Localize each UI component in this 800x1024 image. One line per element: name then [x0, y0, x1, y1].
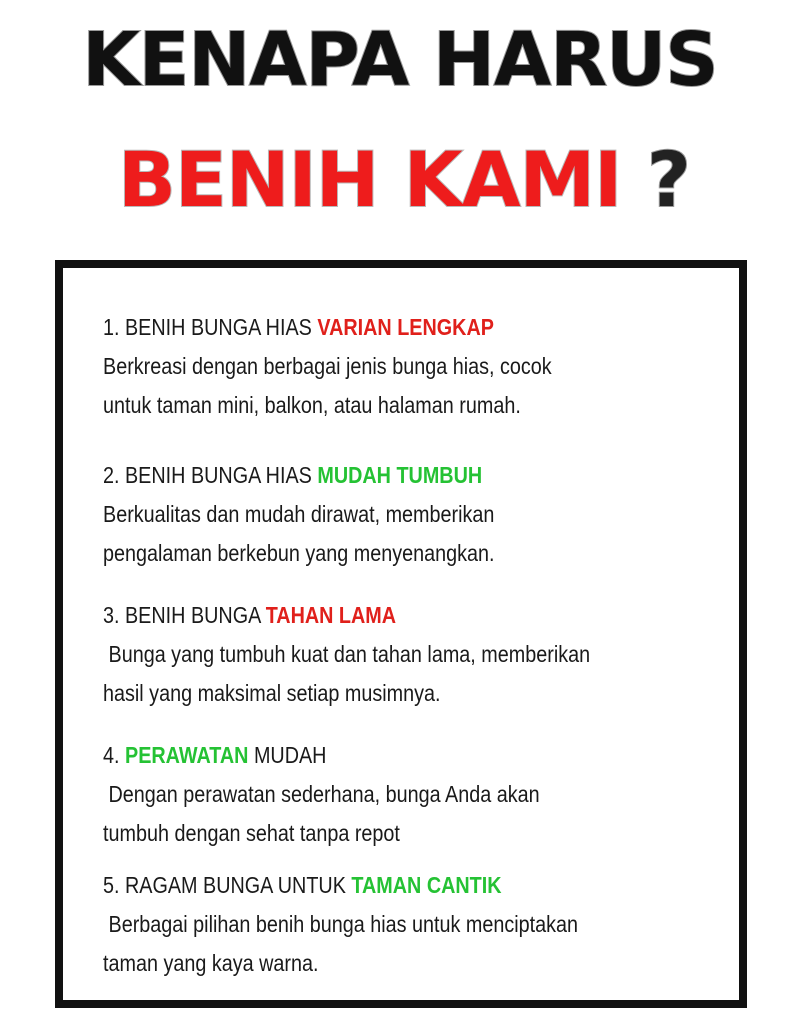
benefit-item-5 [103, 866, 703, 983]
benefit-title [103, 308, 703, 347]
benefit-item-1 [103, 308, 703, 425]
headline-brand-text: BENIH KAMI [118, 135, 622, 224]
benefit-description-line-1: Dengan perawatan sederhana, bunga Anda akan [103, 781, 540, 807]
benefit-item-4 [103, 736, 703, 853]
benefit-description-line-1: Berkreasi dengan berbagai jenis bunga hias, cocok [103, 353, 552, 379]
benefit-title-accent: PERAWATAN [124, 742, 249, 768]
benefit-description-line-2: pengalaman berkebun yang menyenangkan. [103, 540, 495, 566]
benefits-card [55, 260, 747, 1008]
benefit-title-prefix: 4. [103, 742, 125, 768]
benefit-description-line-1: Bunga yang tumbuh kuat dan tahan lama, memberikan [103, 641, 591, 667]
benefit-title-prefix: 5. RAGAM BUNGA UNTUK [103, 872, 352, 898]
benefit-description-line-2: untuk taman mini, balkon, atau halaman rumah. [103, 392, 521, 418]
benefit-description-line-1: Berkualitas dan mudah dirawat, memberikan [103, 501, 495, 527]
benefit-description-line-2: tumbuh dengan sehat tanpa repot [103, 820, 400, 846]
benefit-title [103, 736, 703, 775]
benefit-description-line-1: Berbagai pilihan benih bunga hias untuk menciptakan [103, 911, 579, 937]
benefit-title-accent: TAMAN CANTIK [351, 872, 502, 898]
benefit-description-line-2: taman yang kaya warna. [103, 950, 319, 976]
benefit-title-accent: MUDAH TUMBUH [317, 462, 483, 488]
benefit-title-suffix: MUDAH [248, 742, 327, 768]
benefit-title-accent: VARIAN LENGKAP [317, 314, 494, 340]
benefit-item-3 [103, 596, 703, 713]
benefit-title-prefix: 1. BENIH BUNGA HIAS [103, 314, 318, 340]
benefit-title-accent: TAHAN LAMA [265, 602, 397, 628]
benefit-description-line-2: hasil yang maksimal setiap musimnya. [103, 680, 441, 706]
headline-question-mark: ? [621, 135, 690, 224]
benefit-title [103, 866, 703, 905]
benefit-item-2 [103, 456, 703, 573]
benefit-title [103, 596, 703, 635]
benefit-title-prefix: 2. BENIH BUNGA HIAS [103, 462, 318, 488]
headline-line-2 [0, 132, 800, 228]
benefit-title-prefix: 3. BENIH BUNGA [103, 602, 266, 628]
headline-line-1: KENAPA HARUS [82, 17, 718, 103]
benefit-title [103, 456, 703, 495]
